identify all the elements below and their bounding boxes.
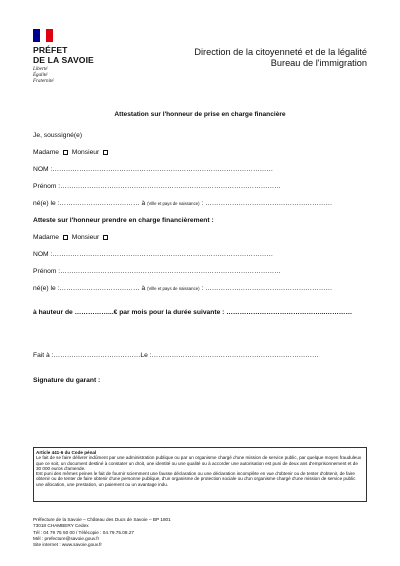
monsieur-label: Monsieur: [71, 234, 100, 241]
signature-label: Signature du garant :: [33, 377, 101, 384]
motto-egalite: Égalité: [33, 73, 48, 78]
madame-checkbox[interactable]: [63, 150, 68, 155]
monsieur-label: Monsieur: [71, 149, 100, 156]
bureau-name: Bureau de l'immigration: [270, 58, 367, 68]
birth-place-hint: (Ville et pays de naissance): [147, 286, 200, 291]
madame-checkbox[interactable]: [63, 235, 68, 240]
prefecture-footer: [33, 517, 171, 548]
marianne-flag-icon: [33, 29, 53, 42]
direction-name: Direction de la citoyenneté et de la légalité: [194, 47, 367, 57]
prefet-line1: PRÉFET: [33, 45, 68, 55]
motto-fraternite: Fraternité: [33, 79, 54, 84]
birth-place-dots: : …………………………………………………: [201, 200, 333, 207]
birth-place-hint: (Ville et pays de naissance): [147, 201, 200, 206]
place-date-field[interactable]: Fait à :…………………………………Le :…………………………………………………………………: [33, 352, 319, 359]
birth-date-label: né(e) le :……………………………… à: [33, 285, 146, 292]
beneficiary-birth-field[interactable]: [33, 285, 332, 292]
guarantor-birth-field[interactable]: [33, 200, 332, 207]
issuing-department: [194, 47, 367, 69]
guarantor-civility: [33, 149, 110, 156]
amount-duration-field[interactable]: à hauteur de ……………...€ par mois pour la durée suivante : ……………………………………...…………: [33, 309, 353, 316]
flag-red-stripe: [46, 29, 53, 42]
motto-liberte: Liberté: [33, 67, 48, 72]
monsieur-checkbox[interactable]: [103, 235, 108, 240]
republic-motto: [33, 67, 54, 85]
penal-code-heading: Article 441-6 du Code pénal: [36, 450, 97, 455]
document-title: Attestation sur l'honneur de prise en charge financière: [114, 111, 286, 118]
flag-white-stripe: [40, 29, 47, 42]
penal-code-paragraph-2: Est puni des mêmes peines le fait de fournir sciemment une fausse déclaration ou une déclaration incomplète en vue d'obtenir ou de tenter d'obtenir, de faire obtenir ou de tenter de faire obtenir d'une personne publique, d'un organisme de protection sociale ou d'un organisme chargé d'une mission de service public une allocation, une prestation, un paiement ou un avantage indu.: [36, 471, 356, 487]
flag-blue-stripe: [33, 29, 40, 42]
footer-phone: Tél : 04 79 75 50 00 / Télécopie : 04.79.75.08.27: [33, 529, 135, 535]
guarantor-name-field[interactable]: NOM :………………………………………………………………………………………: [33, 166, 274, 173]
madame-label: Madame: [33, 149, 60, 156]
beneficiary-name-field[interactable]: NOM :………………………………………………………………………………………: [33, 251, 274, 258]
birth-place-dots: : …………………………………………………: [201, 285, 333, 292]
atteste-heading: Atteste sur l'honneur prendre en charge financièrement :: [33, 217, 214, 224]
penal-code-box: [33, 447, 367, 502]
footer-address: Préfecture de la Savoie – Château des Ducs de Savoie – BP 1801: [33, 517, 171, 522]
beneficiary-firstname-field[interactable]: Prénom :………………………………………………………………………………………: [33, 268, 281, 275]
monsieur-checkbox[interactable]: [103, 150, 108, 155]
beneficiary-civility: [33, 234, 110, 241]
footer-city: 73018 CHAMBERY Cedex: [33, 523, 89, 529]
footer-email[interactable]: Mél : prefecture@savoie.gouv.fr: [33, 535, 100, 541]
madame-label: Madame: [33, 234, 60, 241]
guarantor-firstname-field[interactable]: Prénom :………………………………………………………………………………………: [33, 183, 281, 190]
prefet-line2: DE LA SAVOIE: [33, 55, 94, 65]
soussigne-label: Je, soussigné(e): [33, 132, 83, 139]
footer-website[interactable]: Site internet : www.savoie.gouv.fr: [33, 542, 102, 548]
prefet-logo-text: [33, 45, 94, 65]
penal-code-paragraph-1: Le fait de se faire délivrer indûment par une administration publique ou par un organisme chargé d'une mission de service public, par quelque moyen frauduleux que ce soit, un document destiné à constater un droit, une identité ou une qualité ou à accorder une autorisation est puni de deux ans d'emprisonnement et de 30 000 euros d'amende.: [36, 455, 362, 471]
birth-date-label: né(e) le :……………………………… à: [33, 200, 146, 207]
